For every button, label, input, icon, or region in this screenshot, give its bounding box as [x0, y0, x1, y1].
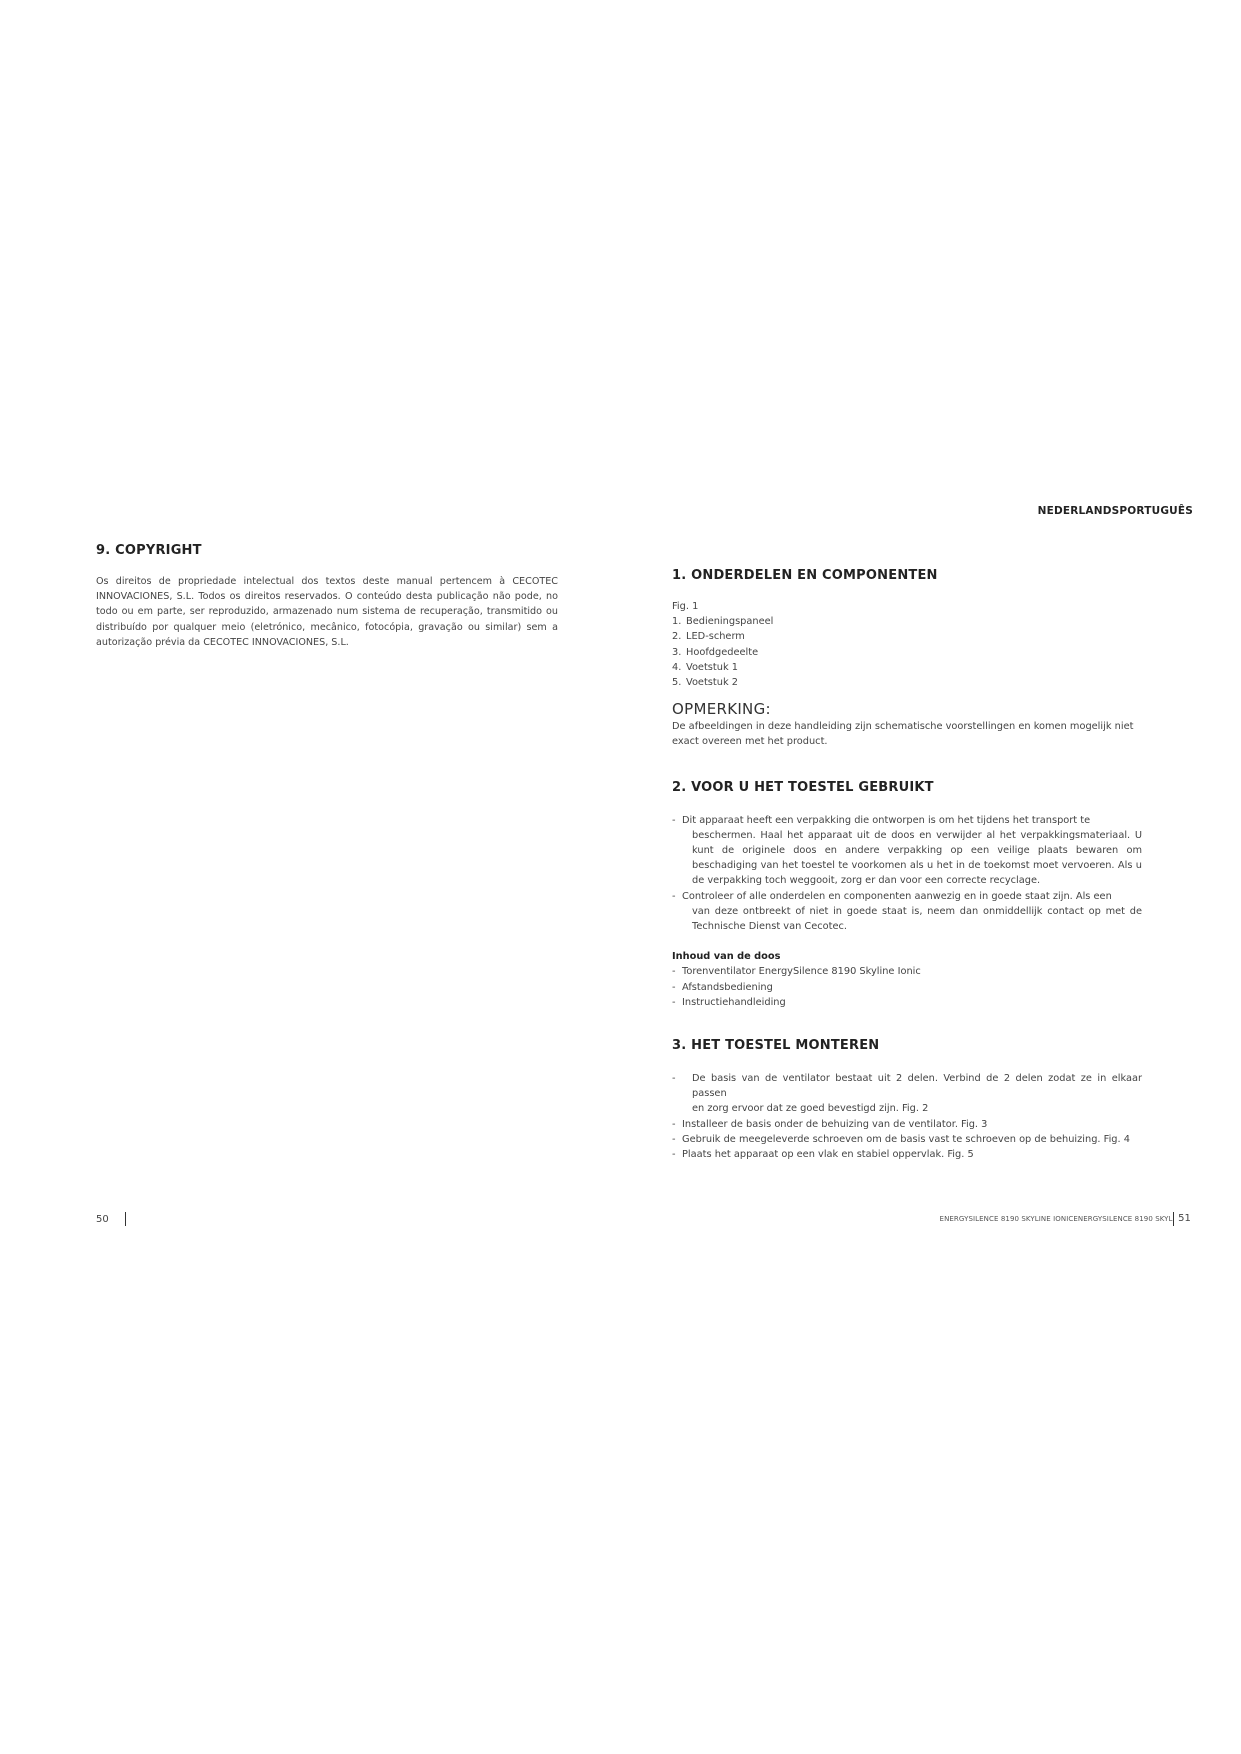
page-number-left: 50	[96, 1214, 109, 1225]
copyright-title: 9. COPYRIGHT	[96, 543, 202, 558]
note-title: OPMERKING:	[672, 700, 771, 719]
list-item: 2. LED-scherm	[672, 631, 745, 643]
section-before-use	[672, 780, 1142, 1010]
copyright-text: Os direitos de propriedade intelectual dos textos deste manual pertencem à CECOTEC INNOVACIONES, S.L. Todos os direitos reservados. O conteúdo desta publicação não pode, no todo ou em parte, ser reproduzido, armazenado num sistema de recuperação, transmitido ou distribuído por qualquer meio (eletrónico, mecânico, fotocópia, gravação ou similar) sem a autorização prévia da CECOTEC INNOVACIONES, S.L.	[96, 576, 558, 648]
list-item: 4. Voetstuk 1	[672, 661, 738, 673]
list-item: - Plaats het apparaat op een vlak en stabiel oppervlak. Fig. 5	[672, 1147, 1142, 1162]
language-header: NEDERLANDSPORTUGUÊS	[1037, 505, 1193, 517]
right-content	[672, 568, 1142, 1162]
before-use-list	[672, 813, 1142, 935]
list-item: - Afstandsbediening	[672, 980, 1142, 995]
section-assembly	[672, 1038, 1142, 1162]
box-contents-title: Inhoud van de doos	[672, 951, 781, 963]
section-components	[672, 568, 1142, 750]
page-number-right: 51	[1178, 1213, 1191, 1224]
list-item: - Controleer of alle onderdelen en componenten aanwezig en in goede staat zijn. Als een van deze ontbreekt of niet in goede staat is, neem dan onmiddellijk contact op met de Technische Dienst van Cecotec.	[672, 889, 1142, 935]
list-item: - De basis van de ventilator bestaat uit 2 delen. Verbind de 2 delen zodat ze in elkaar passen en zorg ervoor dat ze goed bevestigd zijn. Fig. 2	[672, 1071, 1142, 1117]
footer-divider-right	[1173, 1212, 1175, 1226]
list-item: - Dit apparaat heeft een verpakking die ontworpen is om het tijdens het transport te beschermen. Haal het apparaat uit de doos en verwijder al het verpakkingsmateriaal. U kunt de originele doos en andere verpakking op een veilige plaats bewaren om beschadiging van het toestel te voorkomen als u het in de toekomst moet vervoeren. Als u de verpakking toch weggooit, zorg er dan voor een correcte recyclage.	[672, 813, 1142, 889]
footer-divider-left	[125, 1212, 127, 1226]
list-item: - Torenventilator EnergySilence 8190 Skyline Ionic	[672, 964, 1142, 979]
right-page	[620, 0, 1241, 1754]
list-item: - Installeer de basis onder de behuizing van de ventilator. Fig. 3	[672, 1117, 1142, 1132]
list-item: 1. Bedieningspaneel	[672, 616, 774, 628]
fig-label: Fig. 1	[672, 601, 699, 612]
left-page	[0, 0, 620, 1754]
section3-title: 3. HET TOESTEL MONTEREN	[672, 1038, 880, 1054]
components-list	[672, 614, 1142, 690]
section1-title: 1. ONDERDELEN EN COMPONENTEN	[672, 568, 938, 583]
footer-left	[96, 1212, 126, 1226]
assembly-steps-list	[672, 1071, 1142, 1162]
list-item: - Instructiehandleiding	[672, 995, 1142, 1010]
list-item: 5. Voetstuk 2	[672, 677, 738, 689]
box-contents-list	[672, 964, 1142, 1010]
copyright-section	[96, 543, 558, 650]
list-item: - Gebruik de meegeleverde schroeven om de basis vast te schroeven op de behuizing. Fig. 4	[672, 1132, 1142, 1147]
footer-product-text: ENERGYSILENCE 8190 SKYLINE IONICENERGYSILENCE 8190 SKYL	[939, 1215, 1173, 1223]
footer-right	[940, 1212, 1193, 1226]
section2-title: 2. VOOR U HET TOESTEL GEBRUIKT	[672, 779, 934, 795]
note-text: De afbeeldingen in deze handleiding zijn schematische voorstellingen en komen mogelijk niet exact overeen met het product.	[672, 721, 1134, 748]
list-item: 3. Hoofdgedeelte	[672, 646, 759, 658]
